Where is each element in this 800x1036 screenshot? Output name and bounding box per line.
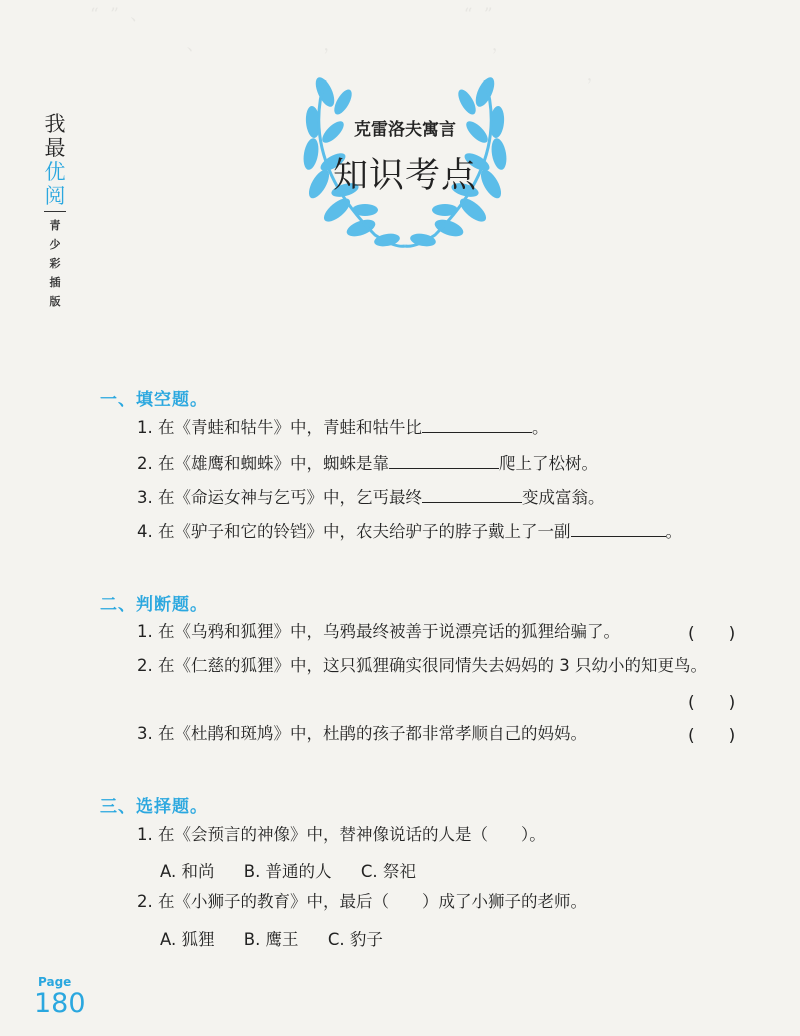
- page-label: Page: [38, 975, 72, 989]
- option-b[interactable]: B. 鹰王: [243, 930, 299, 949]
- answer-blank[interactable]: [571, 520, 666, 537]
- choice-question-1: 1. 在《会预言的神像》中，替神像说话的人是（ ）。: [137, 825, 546, 844]
- answer-paren[interactable]: ( ): [688, 624, 736, 644]
- answer-blank[interactable]: [422, 416, 532, 433]
- choice-options-2: [160, 926, 407, 950]
- fill-blank-question-3: [137, 486, 605, 509]
- option-a[interactable]: A. 狐狸: [160, 930, 215, 949]
- series-sub-2: 少: [49, 238, 61, 251]
- option-c[interactable]: C. 祭祀: [360, 862, 416, 881]
- question-text-end: 爬上了松树。: [499, 454, 598, 473]
- series-char-1: 我: [44, 112, 66, 136]
- series-sub-5: 版: [49, 295, 61, 308]
- section-title-fill-blank: 一、填空题。: [100, 390, 208, 410]
- page-number: 180: [34, 988, 86, 1019]
- question-text: 1. 在《青蛙和牯牛》中，青蛙和牯牛比: [137, 418, 422, 437]
- page-title: 知识考点: [332, 156, 477, 196]
- answer-blank[interactable]: [389, 452, 499, 469]
- book-title: 克雷洛夫寓言: [354, 120, 456, 140]
- series-sub-1: 青: [49, 219, 61, 232]
- true-false-question-2: 2. 在《仁慈的狐狸》中，这只狐狸确实很同情失去妈妈的 3 只幼小的知更鸟。: [137, 656, 707, 675]
- choice-question-2: 2. 在《小狮子的教育》中，最后（ ）成了小狮子的老师。: [137, 892, 587, 911]
- question-text-end: 。: [665, 522, 682, 541]
- question-text: 2. 在《雄鹰和蜘蛛》中，蜘蛛是靠: [137, 454, 389, 473]
- series-tag: [44, 112, 66, 311]
- series-sub-3: 彩: [49, 257, 61, 270]
- answer-blank[interactable]: [422, 486, 522, 503]
- true-false-question-1: 1. 在《乌鸦和狐狸》中，乌鸦最终被善于说漂亮话的狐狸给骗了。: [137, 622, 620, 641]
- question-text: 4. 在《驴子和它的铃铛》中，农夫给驴子的脖子戴上了一副: [137, 522, 571, 541]
- option-a[interactable]: A. 和尚: [160, 862, 215, 881]
- choice-options-1: [160, 858, 440, 882]
- section-title-multiple-choice: 三、选择题。: [100, 797, 208, 817]
- answer-paren[interactable]: ( ): [688, 693, 736, 713]
- answer-paren[interactable]: ( ): [688, 726, 736, 746]
- series-char-4: 阅: [44, 184, 66, 208]
- fill-blank-question-4: [137, 520, 682, 543]
- question-text: 3. 在《命运女神与乞丐》中，乞丐最终: [137, 488, 422, 507]
- fill-blank-question-2: [137, 452, 598, 475]
- series-divider: [44, 211, 66, 212]
- fill-blank-question-1: [137, 416, 549, 439]
- section-title-true-false: 二、判断题。: [100, 595, 208, 615]
- option-b[interactable]: B. 普通的人: [243, 862, 332, 881]
- true-false-question-3: 3. 在《杜鹃和斑鸠》中，杜鹃的孩子都非常孝顺自己的妈妈。: [137, 724, 587, 743]
- series-char-2: 最: [44, 136, 66, 160]
- question-text-end: 变成富翁。: [522, 488, 605, 507]
- bleed-through-texture: “ ” 、 “ ” 、 ， ， ，: [90, 5, 607, 85]
- series-char-3: 优: [44, 160, 66, 184]
- option-c[interactable]: C. 豹子: [327, 930, 383, 949]
- series-sub-4: 插: [49, 276, 61, 289]
- question-text-end: 。: [532, 418, 549, 437]
